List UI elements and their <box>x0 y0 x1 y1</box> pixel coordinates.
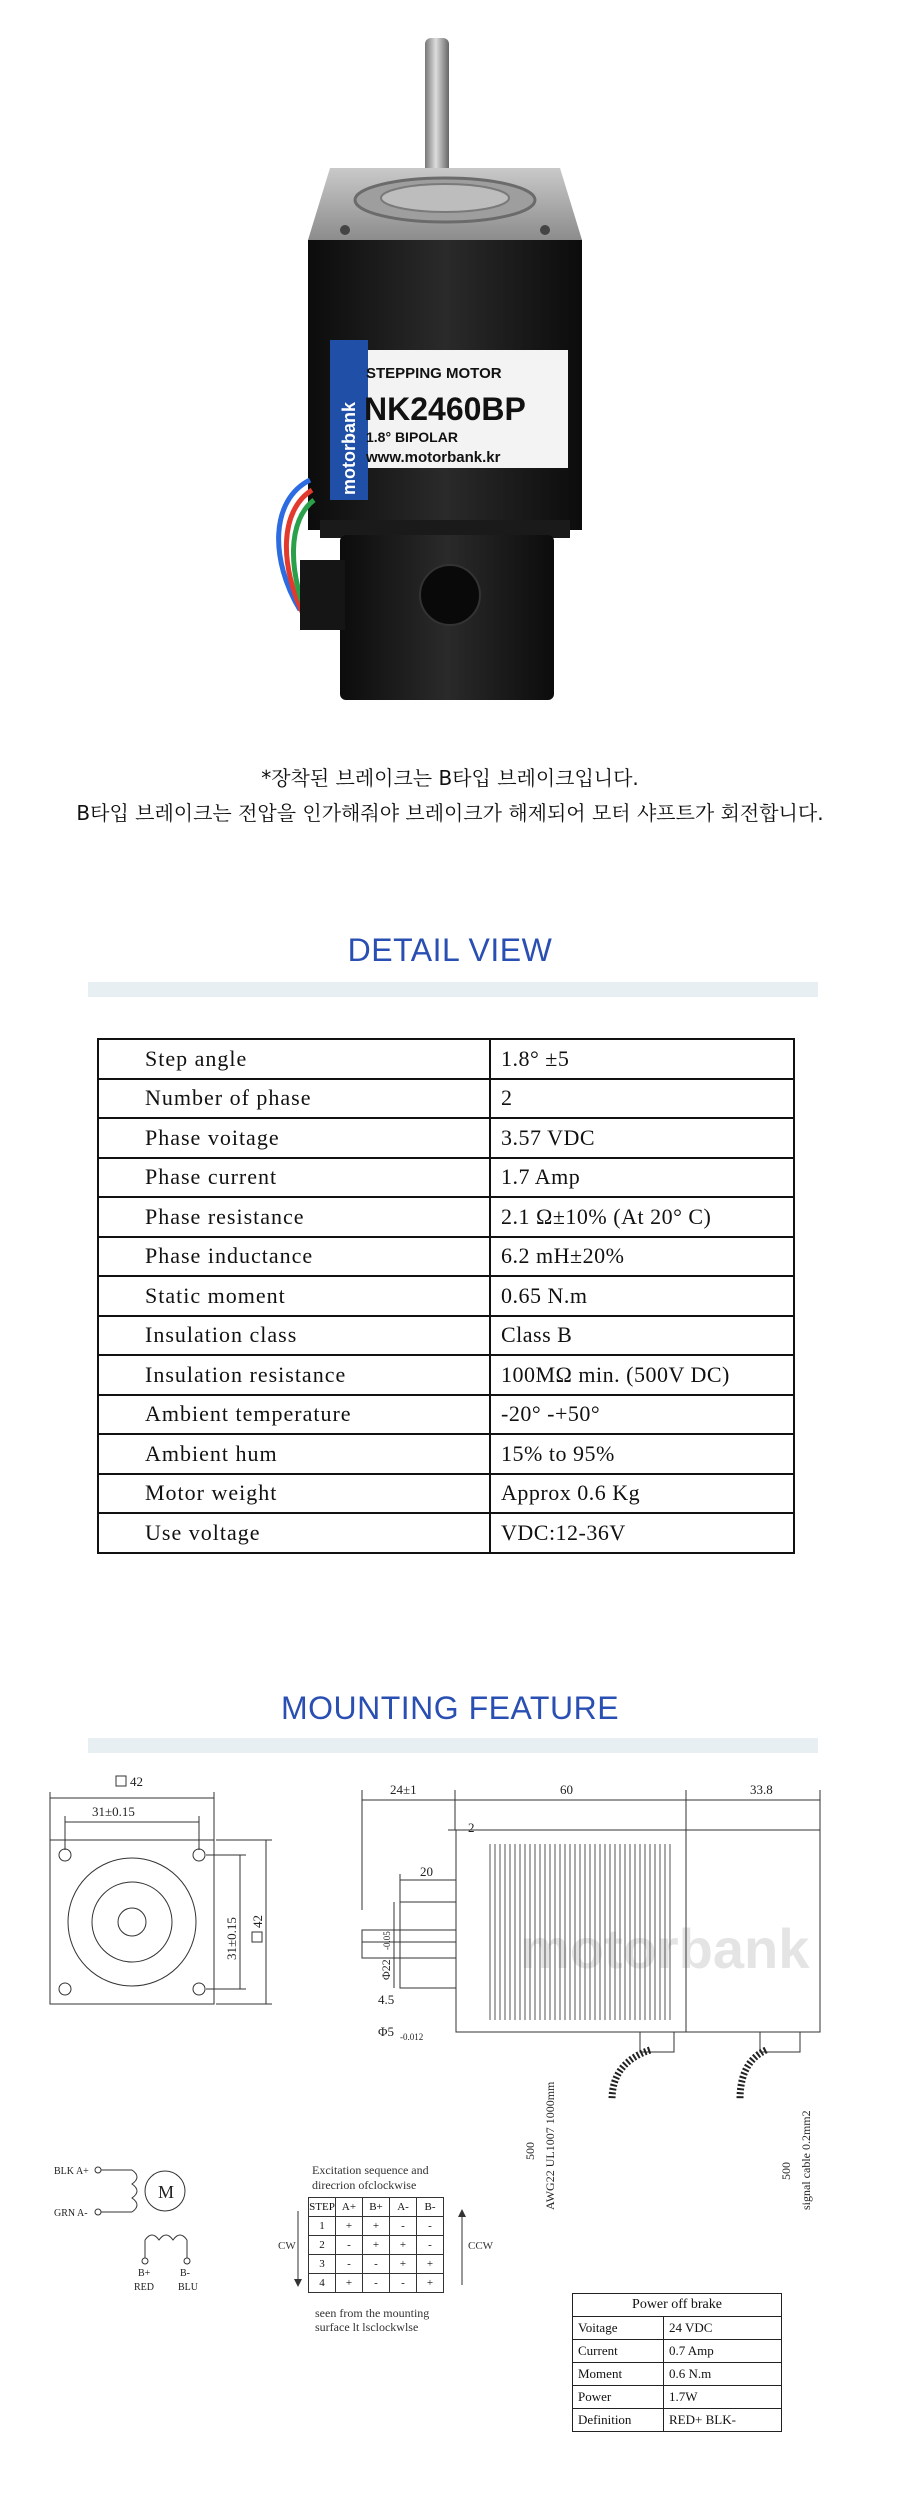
brake-row <box>573 2363 782 2386</box>
excitation-row <box>309 2274 444 2293</box>
excitation-cell: 2 <box>309 2236 336 2255</box>
spec-row <box>98 1434 794 1474</box>
spec-key: Phase resistance <box>98 1197 490 1237</box>
excitation-cell: - <box>336 2236 363 2255</box>
spec-value: 0.65 N.m <box>490 1276 794 1316</box>
cable2-spec: signal cable 0.2mm2 <box>799 2110 813 2210</box>
label-sub: 1.8° BIPOLAR <box>366 429 458 445</box>
spec-table <box>97 1038 795 1554</box>
wire-bminus-label: B- <box>180 2268 190 2279</box>
spec-value: Class B <box>490 1316 794 1356</box>
front-dim-hole-side: 31±0.15 <box>224 1917 239 1960</box>
excitation-cell: + <box>390 2236 417 2255</box>
label-model: NK2460BP <box>364 391 526 427</box>
front-dim-hole-top: 31±0.15 <box>92 1804 135 1819</box>
brake-value: 1.7W <box>664 2386 782 2409</box>
spec-row <box>98 1513 794 1553</box>
excitation-cell: - <box>417 2236 444 2255</box>
brake-row <box>573 2317 782 2340</box>
spec-key: Phase inductance <box>98 1237 490 1277</box>
spec-key: Use voltage <box>98 1513 490 1553</box>
side-dim-20: 20 <box>420 1864 433 1879</box>
brake-title: Power off brake <box>573 2294 782 2317</box>
spec-value: 6.2 mH±20% <box>490 1237 794 1277</box>
spec-value: VDC:12-36V <box>490 1513 794 1553</box>
mounting-feature-title: MOUNTING FEATURE <box>280 1690 620 1726</box>
excitation-cell: + <box>363 2217 390 2236</box>
excitation-cell: - <box>363 2274 390 2293</box>
excitation-header-cell: B- <box>417 2198 444 2217</box>
spec-key: Step angle <box>98 1039 490 1079</box>
excitation-foot-2: surface lt lsclockwlse <box>315 2320 419 2334</box>
spec-key: Insulation class <box>98 1316 490 1356</box>
side-dim-brake: 33.8 <box>750 1782 773 1797</box>
spec-key: Ambient hum <box>98 1434 490 1474</box>
side-dim-2: 2 <box>468 1820 475 1835</box>
note-line-2: B타입 브레이크는 전압을 인가해줘야 브레이크가 해제되어 모터 샤프트가 회전합니다. <box>76 801 824 825</box>
side-dim-flange: 24±1 <box>390 1782 417 1797</box>
excitation-header-cell: B+ <box>363 2198 390 2217</box>
side-dim-shaft: Φ5 <box>378 2024 395 2039</box>
spec-row <box>98 1079 794 1119</box>
excitation-title-1: Excitation sequence and <box>312 2163 429 2177</box>
excitation-cell: - <box>390 2274 417 2293</box>
brake-title-row <box>573 2294 782 2317</box>
excitation-ccw-label: CCW <box>468 2240 494 2252</box>
brake-table <box>572 2293 782 2432</box>
brake-key: Current <box>573 2340 664 2363</box>
excitation-cell: + <box>417 2274 444 2293</box>
excitation-cell: - <box>390 2217 417 2236</box>
spec-key: Static moment <box>98 1276 490 1316</box>
drawing-watermark: motorbank <box>520 1917 810 1980</box>
front-view-drawing <box>30 1770 290 2030</box>
front-dim-square-side: 42 <box>250 1915 265 1928</box>
excitation-cw-label: CW <box>278 2240 296 2252</box>
spec-row <box>98 1118 794 1158</box>
brake-row <box>573 2340 782 2363</box>
spec-row <box>98 1158 794 1198</box>
excitation-title-2: direcrion ofclockwise <box>312 2178 417 2192</box>
excitation-header-cell: A- <box>390 2198 417 2217</box>
label-header: STEPPING MOTOR <box>366 365 502 382</box>
excitation-cell: + <box>336 2274 363 2293</box>
detail-view-title: DETAIL VIEW <box>347 932 553 968</box>
cable1-spec: AWG22 UL1007 1000mm <box>543 2081 557 2210</box>
excitation-header-cell: A+ <box>336 2198 363 2217</box>
spec-value: 2 <box>490 1079 794 1119</box>
brake-value: RED+ BLK- <box>664 2409 782 2432</box>
excitation-cell: 4 <box>309 2274 336 2293</box>
cable-labels <box>510 2030 870 2230</box>
spec-row <box>98 1395 794 1435</box>
brake-row <box>573 2386 782 2409</box>
spec-row <box>98 1316 794 1356</box>
spec-value: 1.8° ±5 <box>490 1039 794 1079</box>
wire-blk-label: BLK A+ <box>54 2166 89 2177</box>
spec-value: -20° -+50° <box>490 1395 794 1435</box>
excitation-cell: + <box>417 2255 444 2274</box>
side-dim-4-5: 4.5 <box>378 1992 395 2007</box>
excitation-cell: + <box>336 2217 363 2236</box>
spec-key: Number of phase <box>98 1079 490 1119</box>
spec-row <box>98 1237 794 1277</box>
excitation-cell: 1 <box>309 2217 336 2236</box>
excitation-cell: + <box>363 2236 390 2255</box>
spec-value: 3.57 VDC <box>490 1118 794 1158</box>
spec-row <box>98 1276 794 1316</box>
note-line-1: *장착된 브레이크는 B타입 브레이크입니다. <box>261 766 639 790</box>
brake-value: 24 VDC <box>664 2317 782 2340</box>
cable1-length: 500 <box>523 2142 537 2160</box>
excitation-row <box>309 2236 444 2255</box>
detail-view-underline <box>88 982 818 997</box>
excitation-cell: - <box>336 2255 363 2274</box>
brake-value: 0.7 Amp <box>664 2340 782 2363</box>
side-dim-shaft-tol: -0.012 <box>400 2032 424 2042</box>
excitation-cell: - <box>417 2217 444 2236</box>
excitation-header-cell: STEP <box>309 2198 336 2217</box>
front-dim-square-top: 42 <box>130 1774 143 1789</box>
motor-symbol: M <box>158 2182 175 2202</box>
side-dim-body: 60 <box>560 1782 573 1797</box>
excitation-table <box>308 2197 444 2293</box>
brake-value: 0.6 N.m <box>664 2363 782 2386</box>
spec-key: Ambient temperature <box>98 1395 490 1435</box>
spec-key: Phase current <box>98 1158 490 1198</box>
brake-key: Power <box>573 2386 664 2409</box>
mounting-feature-underline <box>88 1738 818 1753</box>
wire-blu-label: BLU <box>178 2282 198 2293</box>
excitation-cell: + <box>390 2255 417 2274</box>
spec-value: 2.1 Ω±10% (At 20° C) <box>490 1197 794 1237</box>
product-photo <box>0 0 900 740</box>
cable2-length: 500 <box>779 2162 793 2180</box>
spec-value: 1.7 Amp <box>490 1158 794 1198</box>
wire-red-label: RED <box>134 2282 154 2293</box>
spec-key: Phase voitage <box>98 1118 490 1158</box>
spec-row <box>98 1039 794 1079</box>
excitation-cell: - <box>363 2255 390 2274</box>
spec-value: 100MΩ min. (500V DC) <box>490 1355 794 1395</box>
side-dim-pilot-tol: -0.05 <box>382 1931 392 1950</box>
brake-key: Moment <box>573 2363 664 2386</box>
spec-value: Approx 0.6 Kg <box>490 1474 794 1514</box>
excitation-foot-1: seen from the mounting <box>315 2306 430 2320</box>
brake-row <box>573 2409 782 2432</box>
label-web: www.motorbank.kr <box>366 449 501 466</box>
spec-value: 15% to 95% <box>490 1434 794 1474</box>
brand-side-text: motorbank <box>339 401 359 495</box>
excitation-cell: 3 <box>309 2255 336 2274</box>
spec-key: Motor weight <box>98 1474 490 1514</box>
spec-key: Insulation resistance <box>98 1355 490 1395</box>
brake-key: Voitage <box>573 2317 664 2340</box>
spec-row <box>98 1355 794 1395</box>
excitation-header-row <box>309 2198 444 2217</box>
wire-bplus-label: B+ <box>138 2268 151 2279</box>
excitation-row <box>309 2217 444 2236</box>
spec-row <box>98 1197 794 1237</box>
wire-grn-label: GRN A- <box>54 2208 88 2219</box>
wiring-diagram <box>50 2150 220 2300</box>
brake-key: Definition <box>573 2409 664 2432</box>
spec-row <box>98 1474 794 1514</box>
side-dim-pilot: Φ22 <box>379 1959 393 1980</box>
excitation-row <box>309 2255 444 2274</box>
